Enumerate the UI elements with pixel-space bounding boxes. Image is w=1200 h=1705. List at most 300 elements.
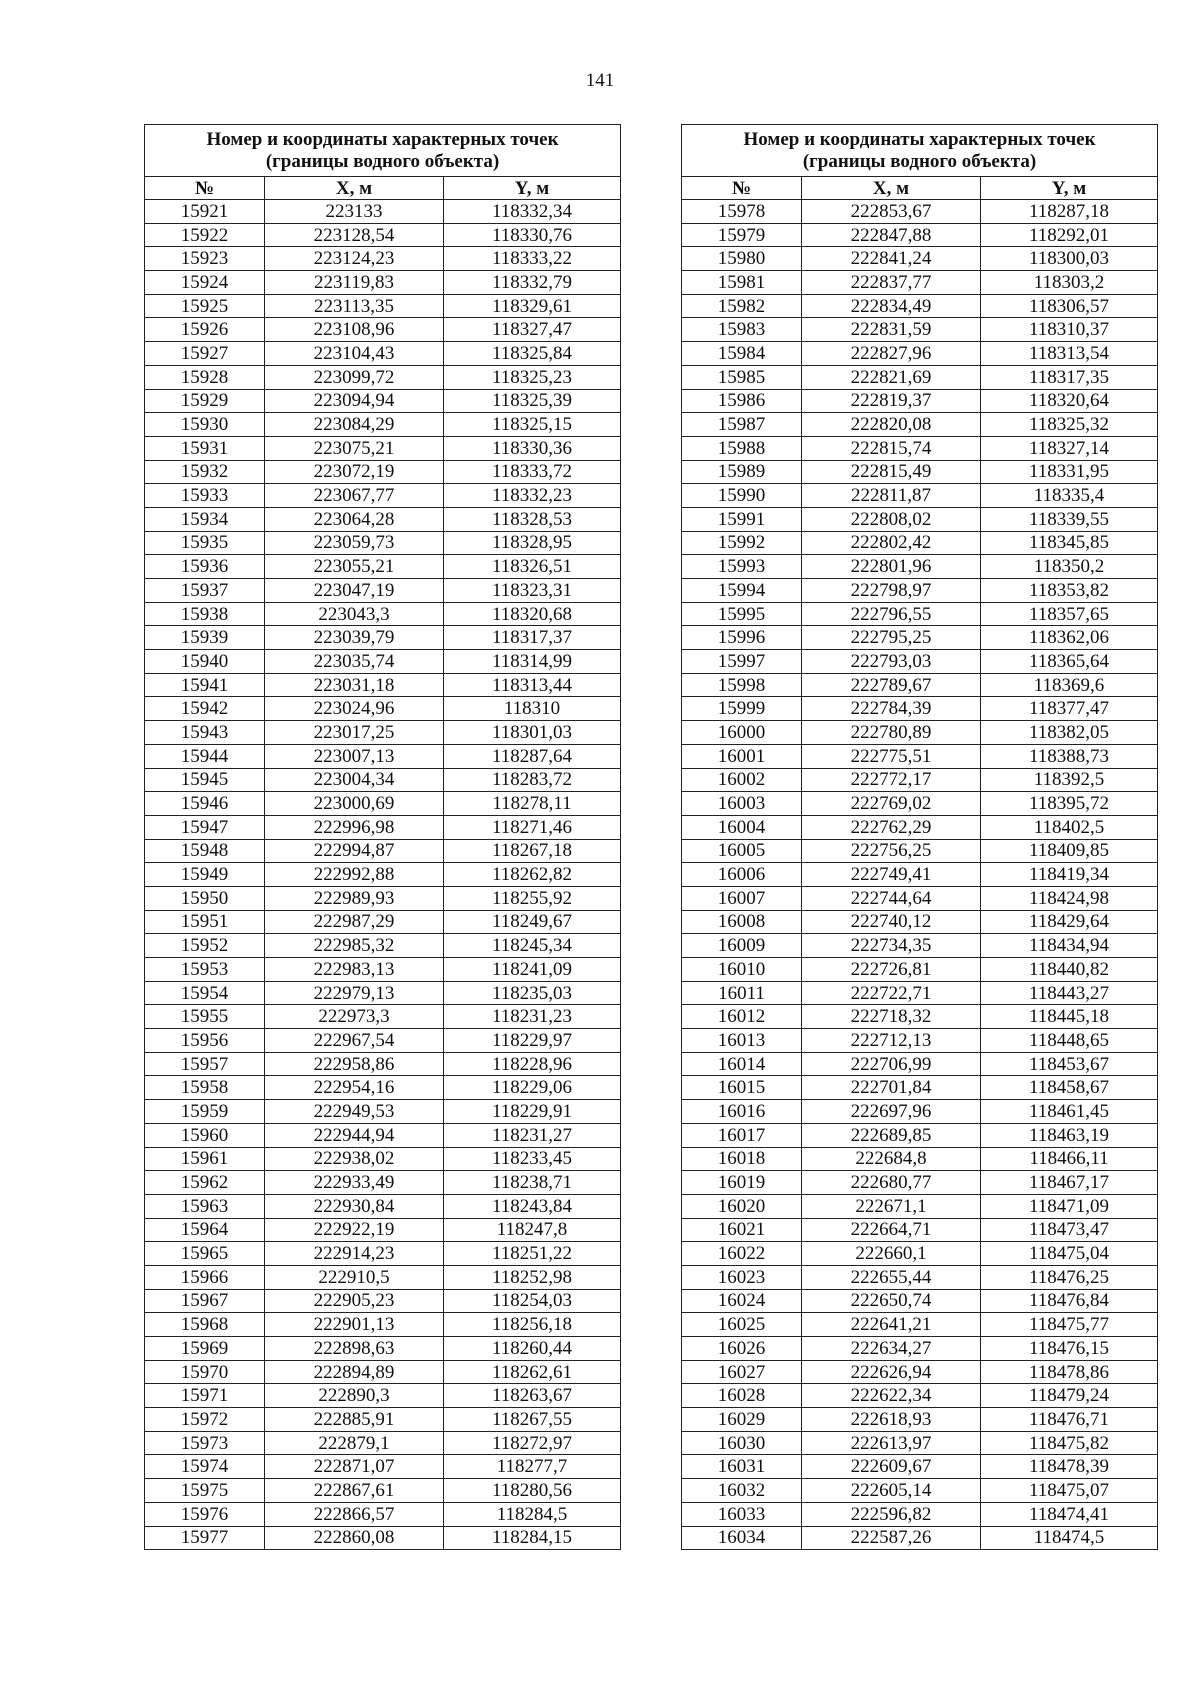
cell-y: 118362,06	[981, 626, 1158, 650]
cell-y: 118473,47	[981, 1218, 1158, 1242]
table-row	[145, 792, 621, 816]
table-row	[682, 1076, 1158, 1100]
table-row	[145, 1123, 621, 1147]
cell-x: 222734,35	[802, 934, 981, 958]
cell-point-number: 16009	[682, 934, 802, 958]
cell-x: 222756,25	[802, 839, 981, 863]
cell-point-number: 15997	[682, 650, 802, 674]
table-row	[145, 1384, 621, 1408]
table-row	[682, 460, 1158, 484]
table-row	[145, 507, 621, 531]
cell-x: 223059,73	[265, 531, 444, 555]
cell-x: 223067,77	[265, 484, 444, 508]
cell-x: 222808,02	[802, 507, 981, 531]
table-row	[682, 1171, 1158, 1195]
cell-x: 222664,71	[802, 1218, 981, 1242]
cell-point-number: 16007	[682, 886, 802, 910]
cell-point-number: 15986	[682, 389, 802, 413]
table-row	[145, 1337, 621, 1361]
table-row	[145, 626, 621, 650]
cell-point-number: 15969	[145, 1337, 265, 1361]
cell-x: 222796,55	[802, 602, 981, 626]
table-row	[682, 413, 1158, 437]
cell-x: 222775,51	[802, 744, 981, 768]
cell-x: 222979,13	[265, 981, 444, 1005]
table-row	[145, 318, 621, 342]
cell-y: 118419,34	[981, 863, 1158, 887]
cell-point-number: 15924	[145, 271, 265, 295]
cell-point-number: 16017	[682, 1123, 802, 1147]
table-row	[145, 413, 621, 437]
table-row	[145, 436, 621, 460]
cell-point-number: 15976	[145, 1502, 265, 1526]
cell-point-number: 15985	[682, 365, 802, 389]
cell-y: 118233,45	[444, 1147, 621, 1171]
table-row	[682, 1408, 1158, 1432]
cell-x: 223124,23	[265, 247, 444, 271]
table-row	[682, 1005, 1158, 1029]
cell-point-number: 15975	[145, 1479, 265, 1503]
page-number: 141	[585, 70, 615, 91]
cell-x: 222802,42	[802, 531, 981, 555]
cell-point-number: 15956	[145, 1029, 265, 1053]
cell-x: 223128,54	[265, 223, 444, 247]
cell-y: 118260,44	[444, 1337, 621, 1361]
table-row	[682, 934, 1158, 958]
cell-x: 222837,77	[802, 271, 981, 295]
cell-x: 223072,19	[265, 460, 444, 484]
cell-point-number: 15950	[145, 886, 265, 910]
cell-y: 118409,85	[981, 839, 1158, 863]
cell-y: 118283,72	[444, 768, 621, 792]
cell-x: 223007,13	[265, 744, 444, 768]
table-row	[682, 1384, 1158, 1408]
cell-x: 222718,32	[802, 1005, 981, 1029]
cell-point-number: 15958	[145, 1076, 265, 1100]
cell-point-number: 16010	[682, 958, 802, 982]
cell-y: 118229,91	[444, 1100, 621, 1124]
cell-y: 118243,84	[444, 1194, 621, 1218]
table-row	[682, 650, 1158, 674]
cell-x: 222866,57	[265, 1502, 444, 1526]
table-row	[682, 1100, 1158, 1124]
table-row	[145, 1455, 621, 1479]
cell-x: 222744,64	[802, 886, 981, 910]
cell-y: 118475,77	[981, 1313, 1158, 1337]
table-caption-line2: (границы водного объекта)	[265, 151, 500, 172]
table-row	[682, 1502, 1158, 1526]
table-row	[145, 744, 621, 768]
cell-y: 118474,41	[981, 1502, 1158, 1526]
table-row	[145, 721, 621, 745]
cell-y: 118478,86	[981, 1360, 1158, 1384]
cell-y: 118353,82	[981, 579, 1158, 603]
table-row	[145, 673, 621, 697]
cell-x: 223035,74	[265, 650, 444, 674]
cell-y: 118267,55	[444, 1408, 621, 1432]
cell-point-number: 15925	[145, 294, 265, 318]
cell-x: 222885,91	[265, 1408, 444, 1432]
table-row	[682, 555, 1158, 579]
cell-x: 222793,03	[802, 650, 981, 674]
cell-x: 223004,34	[265, 768, 444, 792]
table-row	[145, 650, 621, 674]
cell-point-number: 15947	[145, 815, 265, 839]
cell-x: 222819,37	[802, 389, 981, 413]
cell-x: 223084,29	[265, 413, 444, 437]
cell-y: 118325,32	[981, 413, 1158, 437]
table-row	[682, 507, 1158, 531]
cell-x: 223064,28	[265, 507, 444, 531]
table-row	[682, 294, 1158, 318]
table-row	[682, 1479, 1158, 1503]
cell-point-number: 15933	[145, 484, 265, 508]
cell-x: 222831,59	[802, 318, 981, 342]
cell-x: 222684,8	[802, 1147, 981, 1171]
cell-x: 222933,49	[265, 1171, 444, 1195]
table-row	[145, 484, 621, 508]
cell-x: 222815,49	[802, 460, 981, 484]
table-caption	[145, 125, 621, 177]
cell-x: 222834,49	[802, 294, 981, 318]
cell-point-number: 15952	[145, 934, 265, 958]
cell-x: 222994,87	[265, 839, 444, 863]
coordinates-table-left	[144, 124, 621, 1550]
cell-point-number: 15923	[145, 247, 265, 271]
cell-y: 118267,18	[444, 839, 621, 863]
cell-y: 118328,53	[444, 507, 621, 531]
cell-y: 118382,05	[981, 721, 1158, 745]
cell-x: 223133	[265, 200, 444, 224]
table-body	[682, 200, 1158, 1550]
cell-point-number: 15966	[145, 1265, 265, 1289]
cell-point-number: 15960	[145, 1123, 265, 1147]
cell-y: 118241,09	[444, 958, 621, 982]
cell-point-number: 15967	[145, 1289, 265, 1313]
cell-y: 118310	[444, 697, 621, 721]
cell-point-number: 15954	[145, 981, 265, 1005]
cell-y: 118292,01	[981, 223, 1158, 247]
table-row	[145, 1100, 621, 1124]
cell-x: 222901,13	[265, 1313, 444, 1337]
cell-y: 118314,99	[444, 650, 621, 674]
cell-point-number: 15957	[145, 1052, 265, 1076]
cell-x: 222827,96	[802, 342, 981, 366]
cell-point-number: 15961	[145, 1147, 265, 1171]
cell-y: 118475,07	[981, 1479, 1158, 1503]
cell-y: 118320,64	[981, 389, 1158, 413]
cell-x: 222798,97	[802, 579, 981, 603]
cell-point-number: 15981	[682, 271, 802, 295]
cell-y: 118262,82	[444, 863, 621, 887]
table-row	[682, 365, 1158, 389]
cell-x: 222905,23	[265, 1289, 444, 1313]
cell-y: 118254,03	[444, 1289, 621, 1313]
cell-point-number: 16005	[682, 839, 802, 863]
table-row	[145, 958, 621, 982]
cell-point-number: 15946	[145, 792, 265, 816]
table-row	[145, 863, 621, 887]
cell-x: 222780,89	[802, 721, 981, 745]
cell-x: 222815,74	[802, 436, 981, 460]
cell-y: 118339,55	[981, 507, 1158, 531]
cell-point-number: 15932	[145, 460, 265, 484]
cell-y: 118474,5	[981, 1526, 1158, 1550]
cell-y: 118271,46	[444, 815, 621, 839]
column-header-y: Y, м	[981, 177, 1158, 200]
cell-point-number: 15948	[145, 839, 265, 863]
cell-y: 118377,47	[981, 697, 1158, 721]
cell-y: 118228,96	[444, 1052, 621, 1076]
table-row	[682, 1289, 1158, 1313]
cell-y: 118317,37	[444, 626, 621, 650]
cell-y: 118471,09	[981, 1194, 1158, 1218]
cell-x: 223055,21	[265, 555, 444, 579]
cell-x: 223094,94	[265, 389, 444, 413]
cell-x: 222784,39	[802, 697, 981, 721]
table-row	[682, 1455, 1158, 1479]
cell-y: 118313,44	[444, 673, 621, 697]
cell-point-number: 15994	[682, 579, 802, 603]
cell-x: 222671,1	[802, 1194, 981, 1218]
cell-y: 118325,39	[444, 389, 621, 413]
table-row	[145, 815, 621, 839]
cell-y: 118402,5	[981, 815, 1158, 839]
cell-x: 222821,69	[802, 365, 981, 389]
cell-point-number: 15931	[145, 436, 265, 460]
cell-x: 222689,85	[802, 1123, 981, 1147]
table-row	[682, 1052, 1158, 1076]
table-row	[682, 1194, 1158, 1218]
cell-x: 222967,54	[265, 1029, 444, 1053]
cell-x: 222712,13	[802, 1029, 981, 1053]
cell-point-number: 15959	[145, 1100, 265, 1124]
table-row	[682, 1337, 1158, 1361]
cell-point-number: 15990	[682, 484, 802, 508]
table-row	[145, 1289, 621, 1313]
cell-point-number: 15935	[145, 531, 265, 555]
cell-y: 118245,34	[444, 934, 621, 958]
cell-y: 118395,72	[981, 792, 1158, 816]
cell-point-number: 16001	[682, 744, 802, 768]
coordinates-table-right	[681, 124, 1158, 1550]
cell-x: 223075,21	[265, 436, 444, 460]
cell-point-number: 15934	[145, 507, 265, 531]
cell-point-number: 16006	[682, 863, 802, 887]
table-row	[145, 839, 621, 863]
table-row	[682, 673, 1158, 697]
cell-x: 223113,35	[265, 294, 444, 318]
cell-point-number: 16014	[682, 1052, 802, 1076]
table-row	[145, 602, 621, 626]
cell-x: 222587,26	[802, 1526, 981, 1550]
cell-point-number: 15921	[145, 200, 265, 224]
cell-point-number: 15984	[682, 342, 802, 366]
table-row	[145, 1005, 621, 1029]
cell-point-number: 15962	[145, 1171, 265, 1195]
cell-point-number: 16034	[682, 1526, 802, 1550]
cell-y: 118463,19	[981, 1123, 1158, 1147]
table-row	[682, 768, 1158, 792]
table-row	[145, 910, 621, 934]
table-row	[682, 389, 1158, 413]
cell-point-number: 15953	[145, 958, 265, 982]
table-caption-line2: (границы водного объекта)	[802, 151, 1037, 172]
cell-x: 222722,71	[802, 981, 981, 1005]
cell-point-number: 15998	[682, 673, 802, 697]
cell-x: 222762,29	[802, 815, 981, 839]
cell-point-number: 15929	[145, 389, 265, 413]
cell-x: 222618,93	[802, 1408, 981, 1432]
cell-point-number: 16027	[682, 1360, 802, 1384]
cell-x: 222910,5	[265, 1265, 444, 1289]
cell-y: 118272,97	[444, 1431, 621, 1455]
cell-y: 118263,67	[444, 1384, 621, 1408]
cell-y: 118317,35	[981, 365, 1158, 389]
cell-x: 222740,12	[802, 910, 981, 934]
cell-point-number: 16019	[682, 1171, 802, 1195]
table-row	[682, 318, 1158, 342]
cell-y: 118238,71	[444, 1171, 621, 1195]
table-caption-line1: Номер и координаты характерных точек	[206, 129, 559, 150]
cell-point-number: 16029	[682, 1408, 802, 1432]
table-row	[145, 1408, 621, 1432]
cell-y: 118278,11	[444, 792, 621, 816]
table-row	[145, 1502, 621, 1526]
cell-y: 118326,51	[444, 555, 621, 579]
cell-point-number: 15937	[145, 579, 265, 603]
cell-x: 222749,41	[802, 863, 981, 887]
cell-point-number: 16018	[682, 1147, 802, 1171]
cell-y: 118476,71	[981, 1408, 1158, 1432]
column-header-number: №	[145, 177, 265, 200]
cell-y: 118328,95	[444, 531, 621, 555]
cell-x: 222847,88	[802, 223, 981, 247]
cell-point-number: 15926	[145, 318, 265, 342]
cell-y: 118392,5	[981, 768, 1158, 792]
cell-y: 118466,11	[981, 1147, 1158, 1171]
table-row	[145, 200, 621, 224]
cell-point-number: 16002	[682, 768, 802, 792]
cell-point-number: 15927	[145, 342, 265, 366]
table-row	[682, 697, 1158, 721]
cell-point-number: 16015	[682, 1076, 802, 1100]
cell-y: 118255,92	[444, 886, 621, 910]
table-row	[145, 1526, 621, 1550]
cell-x: 222954,16	[265, 1076, 444, 1100]
table-row	[682, 1029, 1158, 1053]
cell-y: 118325,23	[444, 365, 621, 389]
cell-point-number: 16028	[682, 1384, 802, 1408]
cell-point-number: 16031	[682, 1455, 802, 1479]
table-row	[682, 792, 1158, 816]
cell-x: 222890,3	[265, 1384, 444, 1408]
cell-y: 118280,56	[444, 1479, 621, 1503]
cell-y: 118467,17	[981, 1171, 1158, 1195]
cell-point-number: 15972	[145, 1408, 265, 1432]
cell-x: 223119,83	[265, 271, 444, 295]
cell-x: 223024,96	[265, 697, 444, 721]
cell-y: 118313,54	[981, 342, 1158, 366]
table-row	[145, 579, 621, 603]
cell-x: 223000,69	[265, 792, 444, 816]
cell-x: 222922,19	[265, 1218, 444, 1242]
column-header-number: №	[682, 177, 802, 200]
cell-y: 118287,64	[444, 744, 621, 768]
cell-point-number: 15988	[682, 436, 802, 460]
cell-y: 118357,65	[981, 602, 1158, 626]
table-row	[145, 1265, 621, 1289]
cell-x: 222879,1	[265, 1431, 444, 1455]
cell-x: 222996,98	[265, 815, 444, 839]
cell-y: 118458,67	[981, 1076, 1158, 1100]
cell-point-number: 15943	[145, 721, 265, 745]
table-row	[145, 460, 621, 484]
cell-y: 118327,14	[981, 436, 1158, 460]
cell-x: 222622,34	[802, 1384, 981, 1408]
cell-point-number: 16021	[682, 1218, 802, 1242]
cell-y: 118475,04	[981, 1242, 1158, 1266]
table-row	[145, 934, 621, 958]
cell-y: 118235,03	[444, 981, 621, 1005]
cell-y: 118365,64	[981, 650, 1158, 674]
table-row	[682, 602, 1158, 626]
cell-y: 118325,15	[444, 413, 621, 437]
column-header-x: X, м	[802, 177, 981, 200]
cell-x: 222609,67	[802, 1455, 981, 1479]
table-row	[145, 531, 621, 555]
table-row	[145, 1194, 621, 1218]
table-row	[145, 365, 621, 389]
cell-point-number: 15936	[145, 555, 265, 579]
cell-point-number: 15940	[145, 650, 265, 674]
cell-y: 118325,84	[444, 342, 621, 366]
table-caption	[682, 125, 1158, 177]
cell-y: 118331,95	[981, 460, 1158, 484]
cell-y: 118303,2	[981, 271, 1158, 295]
cell-y: 118424,98	[981, 886, 1158, 910]
cell-point-number: 15963	[145, 1194, 265, 1218]
cell-x: 222987,29	[265, 910, 444, 934]
cell-y: 118448,65	[981, 1029, 1158, 1053]
cell-point-number: 15989	[682, 460, 802, 484]
table-row	[682, 958, 1158, 982]
cell-x: 223104,43	[265, 342, 444, 366]
cell-point-number: 15978	[682, 200, 802, 224]
table-row	[145, 1479, 621, 1503]
cell-x: 223043,3	[265, 602, 444, 626]
cell-y: 118332,34	[444, 200, 621, 224]
cell-y: 118333,72	[444, 460, 621, 484]
table-row	[682, 1313, 1158, 1337]
cell-point-number: 16004	[682, 815, 802, 839]
cell-y: 118350,2	[981, 555, 1158, 579]
cell-y: 118320,68	[444, 602, 621, 626]
cell-x: 222772,17	[802, 768, 981, 792]
table-row	[145, 886, 621, 910]
cell-point-number: 16024	[682, 1289, 802, 1313]
cell-point-number: 15939	[145, 626, 265, 650]
cell-y: 118476,25	[981, 1265, 1158, 1289]
table-row	[682, 839, 1158, 863]
table-row	[682, 247, 1158, 271]
cell-y: 118256,18	[444, 1313, 621, 1337]
cell-y: 118388,73	[981, 744, 1158, 768]
table-row	[682, 271, 1158, 295]
table-row	[682, 223, 1158, 247]
table-row	[682, 1123, 1158, 1147]
cell-y: 118478,39	[981, 1455, 1158, 1479]
